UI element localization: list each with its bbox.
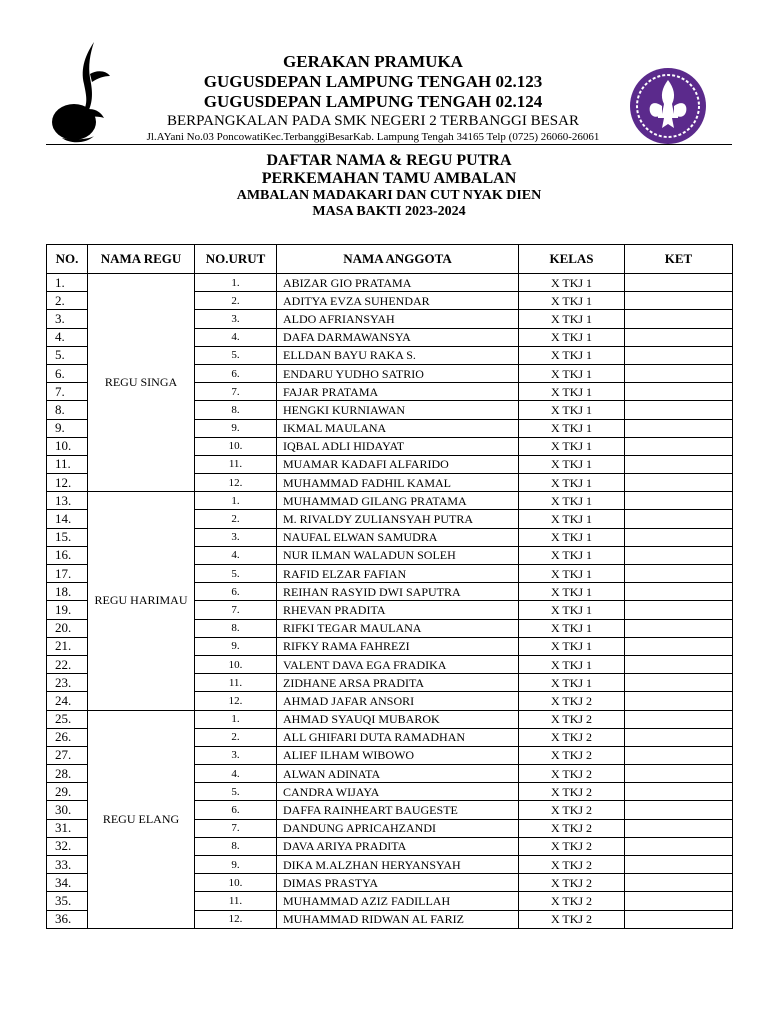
member-note: [625, 783, 733, 801]
member-class: X TKJ 1: [519, 583, 625, 601]
member-note: [625, 346, 733, 364]
member-number: 7.: [47, 383, 88, 401]
member-number: 15.: [47, 528, 88, 546]
member-number: 3.: [47, 310, 88, 328]
header-nama-anggota: NAMA ANGGOTA: [277, 245, 519, 274]
member-note: [625, 746, 733, 764]
member-note: [625, 565, 733, 583]
member-class: X TKJ 2: [519, 801, 625, 819]
member-class: X TKJ 1: [519, 346, 625, 364]
member-name: RHEVAN PRADITA: [277, 601, 519, 619]
member-number: 32.: [47, 837, 88, 855]
letterhead: [118, 52, 628, 144]
member-order: 4.: [195, 546, 277, 564]
member-note: [625, 874, 733, 892]
member-class: X TKJ 2: [519, 728, 625, 746]
member-name: ZIDHANE ARSA PRADITA: [277, 674, 519, 692]
member-number: 28.: [47, 765, 88, 783]
member-class: X TKJ 1: [519, 364, 625, 382]
member-class: X TKJ 1: [519, 437, 625, 455]
member-class: X TKJ 2: [519, 892, 625, 910]
member-order: 8.: [195, 837, 277, 855]
member-class: X TKJ 2: [519, 856, 625, 874]
member-class: X TKJ 1: [519, 492, 625, 510]
member-class: X TKJ 1: [519, 455, 625, 473]
member-order: 1.: [195, 274, 277, 292]
member-note: [625, 492, 733, 510]
member-number: 22.: [47, 655, 88, 673]
member-order: 7.: [195, 601, 277, 619]
member-name: DAFFA RAINHEART BAUGESTE: [277, 801, 519, 819]
base-school: BERPANGKALAN PADA SMK NEGERI 2 TERBANGGI BESAR: [166, 113, 579, 129]
member-order: 6.: [195, 583, 277, 601]
member-class: X TKJ 2: [519, 746, 625, 764]
member-note: [625, 274, 733, 292]
member-note: [625, 674, 733, 692]
member-note: [625, 856, 733, 874]
member-order: 12.: [195, 692, 277, 710]
member-number: 29.: [47, 783, 88, 801]
title-daftar: DAFTAR NAMA & REGU PUTRA: [266, 152, 512, 169]
gugusdepan-124: GUGUSDEPAN LAMPUNG TENGAH 02.124: [203, 92, 543, 111]
member-number: 14.: [47, 510, 88, 528]
member-order: 5.: [195, 565, 277, 583]
member-order: 7.: [195, 819, 277, 837]
member-number: 31.: [47, 819, 88, 837]
member-class: X TKJ 1: [519, 383, 625, 401]
member-number: 34.: [47, 874, 88, 892]
member-name: ALL GHIFARI DUTA RAMADHAN: [277, 728, 519, 746]
member-number: 26.: [47, 728, 88, 746]
regu-name: REGU ELANG: [88, 710, 195, 928]
member-number: 17.: [47, 565, 88, 583]
member-note: [625, 528, 733, 546]
member-order: 11.: [195, 674, 277, 692]
member-name: ALDO AFRIANSYAH: [277, 310, 519, 328]
member-class: X TKJ 1: [519, 328, 625, 346]
member-number: 10.: [47, 437, 88, 455]
member-number: 35.: [47, 892, 88, 910]
member-number: 1.: [47, 274, 88, 292]
member-name: DIKA M.ALZHAN HERYANSYAH: [277, 856, 519, 874]
regu-name: REGU SINGA: [88, 274, 195, 492]
member-name: ALWAN ADINATA: [277, 765, 519, 783]
member-note: [625, 601, 733, 619]
header-ket: KET: [625, 245, 733, 274]
member-order: 1.: [195, 492, 277, 510]
table-row: [47, 274, 733, 292]
header-no-urut: NO.URUT: [195, 245, 277, 274]
member-note: [625, 383, 733, 401]
member-number: 8.: [47, 401, 88, 419]
member-name: IKMAL MAULANA: [277, 419, 519, 437]
member-class: X TKJ 1: [519, 292, 625, 310]
table-row: [47, 492, 733, 510]
member-name: ADITYA EVZA SUHENDAR: [277, 292, 519, 310]
member-number: 20.: [47, 619, 88, 637]
member-note: [625, 546, 733, 564]
member-note: [625, 801, 733, 819]
scout-emblem-icon: [628, 66, 708, 146]
member-name: RIFKI TEGAR MAULANA: [277, 619, 519, 637]
member-number: 21.: [47, 637, 88, 655]
member-name: DIMAS PRASTYA: [277, 874, 519, 892]
member-number: 13.: [47, 492, 88, 510]
member-name: DAFA DARMAWANSYA: [277, 328, 519, 346]
member-name: ENDARU YUDHO SATRIO: [277, 364, 519, 382]
member-name: AHMAD JAFAR ANSORI: [277, 692, 519, 710]
table-header-row: [47, 245, 733, 274]
table-row: [47, 710, 733, 728]
member-number: 27.: [47, 746, 88, 764]
member-order: 5.: [195, 346, 277, 364]
member-order: 4.: [195, 765, 277, 783]
member-name: NUR ILMAN WALADUN SOLEH: [277, 546, 519, 564]
member-name: M. RIVALDY ZULIANSYAH PUTRA: [277, 510, 519, 528]
member-order: 11.: [195, 892, 277, 910]
header-kelas: KELAS: [519, 245, 625, 274]
member-number: 6.: [47, 364, 88, 382]
member-order: 6.: [195, 801, 277, 819]
member-name: MUHAMMAD FADHIL KAMAL: [277, 474, 519, 492]
member-order: 1.: [195, 710, 277, 728]
member-class: X TKJ 2: [519, 819, 625, 837]
member-order: 12.: [195, 474, 277, 492]
member-class: X TKJ 2: [519, 837, 625, 855]
tunas-kelapa-logo-icon: [50, 40, 112, 148]
member-note: [625, 910, 733, 928]
member-class: X TKJ 1: [519, 510, 625, 528]
member-number: 9.: [47, 419, 88, 437]
member-order: 7.: [195, 383, 277, 401]
regu-name: REGU HARIMAU: [88, 492, 195, 710]
member-order: 2.: [195, 510, 277, 528]
member-number: 19.: [47, 601, 88, 619]
member-class: X TKJ 2: [519, 765, 625, 783]
member-number: 25.: [47, 710, 88, 728]
member-note: [625, 637, 733, 655]
member-note: [625, 474, 733, 492]
address: Jl.AYani No.03 PoncowatiKec.TerbanggiBesarKab. Lampung Tengah 34165 Telp (0725) 26060-26061: [146, 131, 600, 143]
member-name: HENGKI KURNIAWAN: [277, 401, 519, 419]
member-note: [625, 401, 733, 419]
member-class: X TKJ 1: [519, 601, 625, 619]
member-name: ABIZAR GIO PRATAMA: [277, 274, 519, 292]
member-order: 4.: [195, 328, 277, 346]
member-name: MUAMAR KADAFI ALFARIDO: [277, 455, 519, 473]
member-order: 5.: [195, 783, 277, 801]
member-order: 6.: [195, 364, 277, 382]
member-order: 3.: [195, 528, 277, 546]
member-class: X TKJ 1: [519, 674, 625, 692]
member-number: 18.: [47, 583, 88, 601]
member-name: MUHAMMAD GILANG PRATAMA: [277, 492, 519, 510]
org-name: GERAKAN PRAMUKA: [283, 52, 463, 71]
member-number: 12.: [47, 474, 88, 492]
header-no: NO.: [47, 245, 88, 274]
member-class: X TKJ 1: [519, 528, 625, 546]
member-note: [625, 419, 733, 437]
member-note: [625, 510, 733, 528]
member-order: 3.: [195, 310, 277, 328]
member-name: VALENT DAVA EGA FRADIKA: [277, 655, 519, 673]
member-note: [625, 819, 733, 837]
title-perkemahan: PERKEMAHAN TAMU AMBALAN: [261, 170, 517, 187]
member-name: RAFID ELZAR FAFIAN: [277, 565, 519, 583]
member-class: X TKJ 2: [519, 783, 625, 801]
header-nama-regu: NAMA REGU: [88, 245, 195, 274]
member-order: 10.: [195, 874, 277, 892]
member-name: RIFKY RAMA FAHREZI: [277, 637, 519, 655]
member-order: 10.: [195, 655, 277, 673]
member-note: [625, 310, 733, 328]
member-class: X TKJ 2: [519, 910, 625, 928]
member-number: 23.: [47, 674, 88, 692]
member-name: IQBAL ADLI HIDAYAT: [277, 437, 519, 455]
member-note: [625, 619, 733, 637]
member-note: [625, 728, 733, 746]
member-order: 10.: [195, 437, 277, 455]
member-name: REIHAN RASYID DWI SAPUTRA: [277, 583, 519, 601]
member-order: 2.: [195, 728, 277, 746]
member-class: X TKJ 1: [519, 619, 625, 637]
title-masa-bakti: MASA BAKTI 2023-2024: [312, 204, 466, 219]
member-class: X TKJ 1: [519, 655, 625, 673]
member-note: [625, 837, 733, 855]
member-note: [625, 892, 733, 910]
member-note: [625, 437, 733, 455]
member-class: X TKJ 2: [519, 710, 625, 728]
member-order: 9.: [195, 856, 277, 874]
member-note: [625, 765, 733, 783]
member-name: DAVA ARIYA PRADITA: [277, 837, 519, 855]
member-note: [625, 710, 733, 728]
member-note: [625, 692, 733, 710]
member-class: X TKJ 2: [519, 874, 625, 892]
roster-body: [47, 274, 733, 929]
member-name: ELLDAN BAYU RAKA S.: [277, 346, 519, 364]
gugusdepan-123: GUGUSDEPAN LAMPUNG TENGAH 02.123: [203, 72, 543, 91]
member-note: [625, 292, 733, 310]
member-class: X TKJ 2: [519, 692, 625, 710]
member-class: X TKJ 1: [519, 637, 625, 655]
member-note: [625, 583, 733, 601]
member-number: 2.: [47, 292, 88, 310]
member-number: 24.: [47, 692, 88, 710]
member-class: X TKJ 1: [519, 274, 625, 292]
member-number: 5.: [47, 346, 88, 364]
member-order: 9.: [195, 637, 277, 655]
member-name: AHMAD SYAUQI MUBAROK: [277, 710, 519, 728]
member-name: MUHAMMAD AZIZ FADILLAH: [277, 892, 519, 910]
member-number: 33.: [47, 856, 88, 874]
member-number: 11.: [47, 455, 88, 473]
member-name: MUHAMMAD RIDWAN AL FARIZ: [277, 910, 519, 928]
header-divider: [46, 144, 732, 145]
member-class: X TKJ 1: [519, 546, 625, 564]
member-name: ALIEF ILHAM WIBOWO: [277, 746, 519, 764]
document-titles: [46, 152, 732, 220]
member-order: 11.: [195, 455, 277, 473]
title-ambalan: AMBALAN MADAKARI DAN CUT NYAK DIEN: [236, 188, 542, 203]
member-note: [625, 364, 733, 382]
member-class: X TKJ 1: [519, 565, 625, 583]
member-number: 36.: [47, 910, 88, 928]
member-name: NAUFAL ELWAN SAMUDRA: [277, 528, 519, 546]
member-order: 12.: [195, 910, 277, 928]
member-number: 4.: [47, 328, 88, 346]
member-order: 8.: [195, 401, 277, 419]
roster-table: [46, 244, 733, 929]
member-class: X TKJ 1: [519, 401, 625, 419]
member-name: FAJAR PRATAMA: [277, 383, 519, 401]
member-class: X TKJ 1: [519, 310, 625, 328]
member-order: 3.: [195, 746, 277, 764]
member-note: [625, 655, 733, 673]
member-number: 30.: [47, 801, 88, 819]
member-name: CANDRA WIJAYA: [277, 783, 519, 801]
member-class: X TKJ 1: [519, 419, 625, 437]
member-note: [625, 455, 733, 473]
member-note: [625, 328, 733, 346]
member-order: 8.: [195, 619, 277, 637]
member-number: 16.: [47, 546, 88, 564]
member-class: X TKJ 1: [519, 474, 625, 492]
member-name: DANDUNG APRICAHZANDI: [277, 819, 519, 837]
member-order: 9.: [195, 419, 277, 437]
member-order: 2.: [195, 292, 277, 310]
